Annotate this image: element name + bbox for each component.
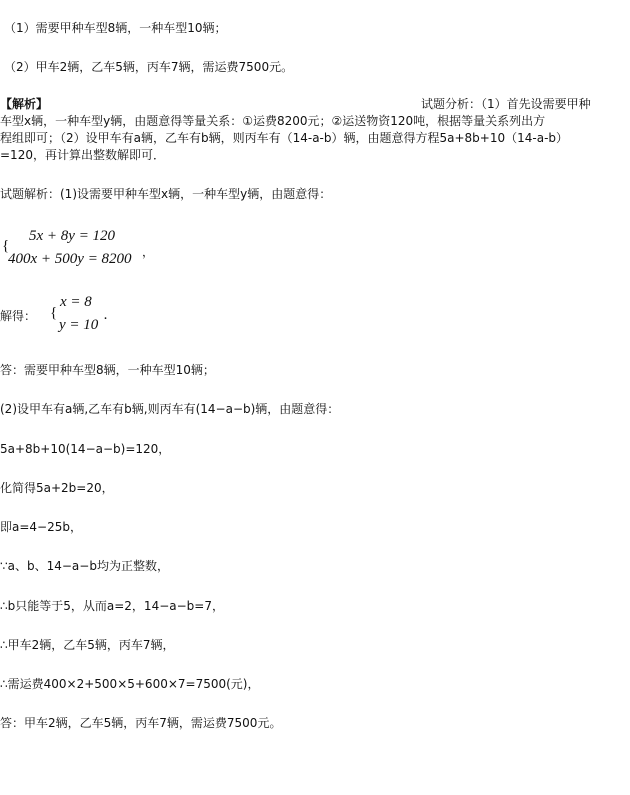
analysis-line-4: =120，再计算出整数解即可． [0, 148, 165, 162]
main-equation: 5a+8b+10(14−a−b)=120， [0, 442, 171, 456]
solution-intro: 试题解析：(1)设需要甲种车型x辆，一种车型y辆，由题意得： [0, 187, 332, 201]
analysis-line-3: 程组即可；（2）设甲车有a辆，乙车有b辆，则丙车有（14-a-b）辆，由题意得方程5a+8b+10（14-a-b） [0, 131, 569, 145]
system-brace: { [2, 238, 10, 254]
vehicle-counts: ∴甲车2辆，乙车5辆，丙车7辆， [0, 638, 175, 652]
system-equation-1: 5x + 8y = 120 [29, 228, 116, 244]
final-answer: 答：甲车2辆，乙车5辆，丙车7辆，需运费7500元。 [0, 716, 282, 730]
solution-period: . [104, 307, 108, 323]
solution-brace: { [50, 305, 58, 321]
analysis-line-2: 车型x辆，一种车型y辆，由题意得等量关系：①运费8200元；②运送物资120吨，根据等量关系列出方 [0, 114, 546, 128]
solve-label: 解得： [0, 309, 37, 323]
solution-y: y = 10 [59, 317, 99, 333]
answer-part-1: （1）需要甲种车型8辆，一种车型10辆； [4, 21, 227, 35]
analysis-line-1: 试题分析：（1）首先设需要甲种 [421, 97, 591, 111]
simplify-step: 化简得5a+2b=20， [0, 481, 114, 495]
cost-calculation: ∴需运费400×2+500×5+600×7=7500(元)， [0, 677, 260, 691]
analysis-heading: 【解析】 [0, 97, 49, 111]
express-a-step: 即a=4−25b， [0, 520, 82, 534]
system-equation-2: 400x + 500y = 8200 [8, 251, 132, 267]
integer-condition: ∵a、b、14−a−b均为正整数， [0, 559, 169, 573]
part-2-intro: (2)设甲车有a辆,乙车有b辆,则丙车有(14−a−b)辆，由题意得： [0, 402, 340, 416]
answer-1-line: 答：需要甲种车型8辆，一种车型10辆； [0, 363, 215, 377]
solution-x: x = 8 [60, 294, 92, 310]
system-comma: ， [142, 245, 155, 259]
b-value-step: ∴b只能等于5，从而a=2，14−a−b=7， [0, 599, 224, 613]
answer-part-2: （2）甲车2辆，乙车5辆，丙车7辆，需运费7500元。 [4, 60, 294, 74]
